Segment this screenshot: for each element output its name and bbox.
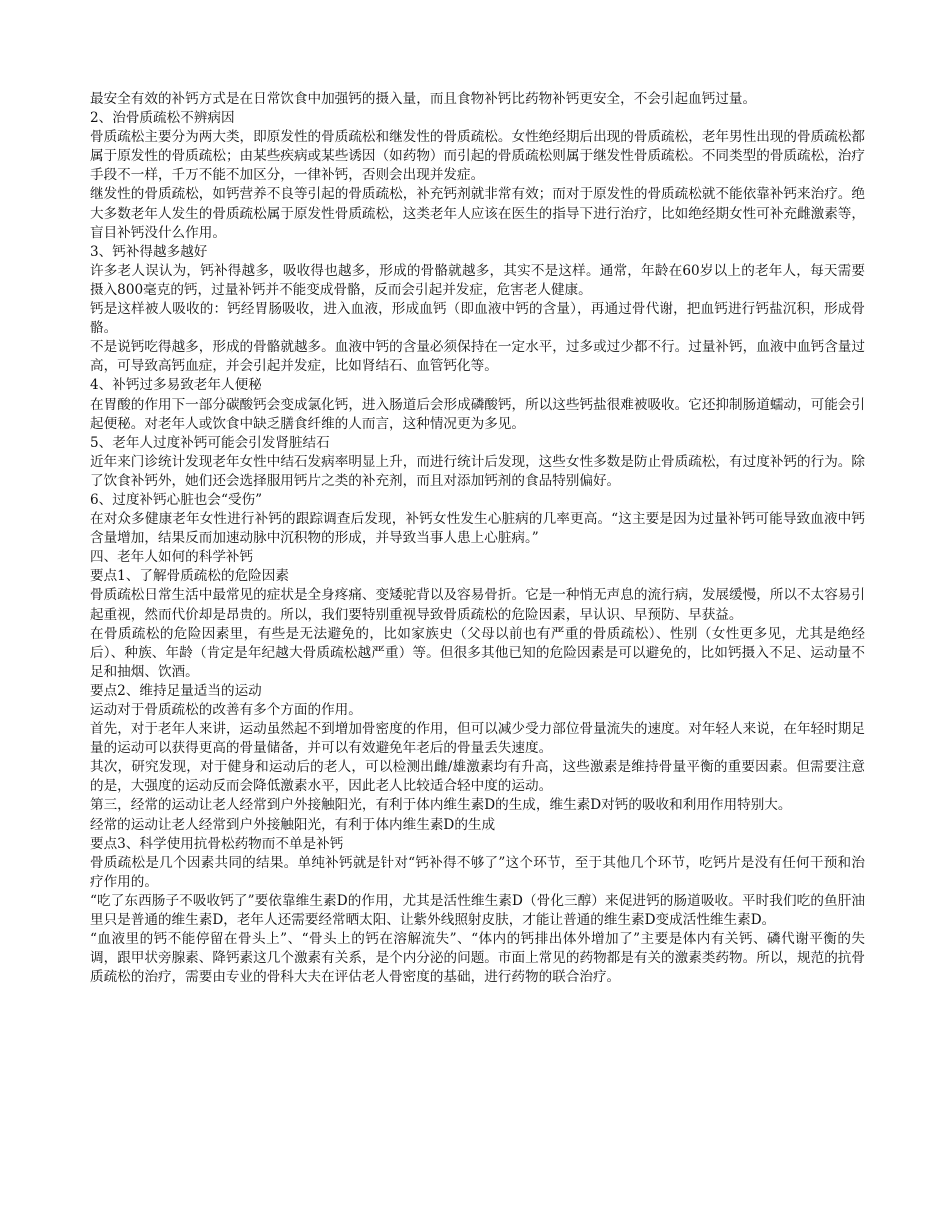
section-heading: 要点1、了解骨质疏松的危险因素 [90, 568, 289, 585]
chapter-heading: 四、老年人如何的科学补钙 [90, 549, 254, 566]
section-heading: 3、钙补得越多越好 [90, 243, 208, 260]
body-paragraph: 继发性的骨质疏松，如钙营养不良等引起的骨质疏松，补充钙剂就非常有效；而对于原发性的骨质疏松就不能依靠补钙来治疗。绝大多数老年人发生的骨质疏松属于原发性骨质疏松，这类老年人应该在医生的指导下进行治疗，比如绝经期女性可补充雌激素等，盲目补钙没什么作用。 [90, 186, 865, 241]
body-paragraph: 骨质疏松主要分为两大类，即原发性的骨质疏松和继发性的骨质疏松。女性绝经期后出现的骨质疏松，老年男性出现的骨质疏松都属于原发性的骨质疏松；由某些疾病或某些诱因（如药物）而引起的骨质疏松则属于继发性骨质疏松。不同类型的骨质疏松，治疗手段不一样，千万不能不加区分，一律补钙，否则会出现并发症。 [90, 129, 865, 184]
body-paragraph: 骨质疏松是几个因素共同的结果。单纯补钙就是针对“钙补得不够了”这个环节，至于其他几个环节，吃钙片是没有任何干预和治疗作用的。 [90, 854, 865, 890]
body-paragraph: 钙是这样被人吸收的：钙经胃肠吸收，进入血液，形成血钙（即血液中钙的含量），再通过骨代谢，把血钙进行钙盐沉积，形成骨骼。 [90, 301, 865, 337]
body-paragraph: 其次，研究发现，对于健身和运动后的老人，可以检测出雌/雄激素均有升高，这些激素是维持骨量平衡的重要因素。但需要注意的是，大强度的运动反而会降低激素水平，因此老人比较适合轻中度的运动。 [90, 759, 865, 795]
body-paragraph: 不是说钙吃得越多，形成的骨骼就越多。血液中钙的含量必须保持在一定水平，过多或过少都不行。过量补钙，血液中血钙含量过高，可导致高钙血症，并会引起并发症，比如肾结石、血管钙化等。 [90, 339, 865, 375]
body-paragraph: “血液里的钙不能停留在骨头上”、“骨头上的钙在溶解流失”、“体内的钙排出体外增加了”主要是体内有关钙、磷代谢平衡的失调，跟甲状旁腺素、降钙素这几个激素有关系，是个内分泌的问题。市面上常见的药物都是有关的激素类药物。所以，规范的抗骨质疏松的治疗，需要由专业的骨科大夫在评估老人骨密度的基础，进行药物的联合治疗。 [90, 931, 865, 986]
body-paragraph: 许多老人误认为，钙补得越多，吸收得也越多，形成的骨骼就越多，其实不是这样。通常，年龄在60岁以上的老年人，每天需要摄入800毫克的钙，过量补钙并不能变成骨骼，反而会引起并发症，危害老人健康。 [90, 262, 865, 298]
section-heading: 要点3、科学使用抗骨松药物而不单是补钙 [90, 835, 344, 852]
body-paragraph: 在胃酸的作用下一部分碳酸钙会变成氯化钙，进入肠道后会形成磷酸钙，所以这些钙盐很难被吸收。它还抑制肠道蠕动，可能会引起便秘。对老年人或饮食中缺乏膳食纤维的人而言，这种情况更为多见。 [90, 396, 865, 432]
section-heading: 2、治骨质疏松不辨病因 [90, 110, 235, 127]
body-paragraph: 近年来门诊统计发现老年女性中结石发病率明显上升，而进行统计后发现，这些女性多数是防止骨质疏松，有过度补钙的行为。除了饮食补钙外，她们还会选择服用钙片之类的补充剂，而且对添加钙剂的食品特别偏好。 [90, 453, 865, 489]
section-heading: 4、补钙过多易致老年人便秘 [90, 377, 262, 394]
body-paragraph: 运动对于骨质疏松的改善有多个方面的作用。 [90, 702, 362, 718]
section-heading: 5、老年人过度补钙可能会引发肾脏结石 [90, 434, 330, 451]
section-heading: 要点2、维持足量适当的运动 [90, 682, 262, 699]
image-caption: 经常的运动让老人经常到户外接触阳光，有利于体内维生素D的生成 [90, 816, 496, 833]
document-page [90, 90, 865, 987]
body-paragraph: 骨质疏松日常生活中最常见的症状是全身疼痛、变矮驼背以及容易骨折。它是一种悄无声息的流行病，发展缓慢，所以不太容易引起重视，然而代价却是昂贵的。所以，我们要特别重视导致骨质疏松的危险因素，早认识、早预防、早获益。 [90, 587, 865, 623]
section-heading: 6、过度补钙心脏也会“受伤” [90, 491, 263, 508]
body-paragraph: 第三，经常的运动让老人经常到户外接触阳光，有利于体内维生素D的生成，维生素D对钙的吸收和利用作用特别大。 [90, 797, 792, 814]
body-paragraph: 在骨质疏松的危险因素里，有些是无法避免的，比如家族史（父母以前也有严重的骨质疏松）、性别（女性更多见，尤其是绝经后）、种族、年龄（肯定是年纪越大骨质疏松越严重）等。但很多其他已知的危险因素是可以避免的，比如钙摄入不足、运动量不足和抽烟、饮酒。 [90, 625, 865, 680]
body-paragraph: “吃了东西肠子不吸收钙了”要依靠维生素D的作用，尤其是活性维生素D（骨化三醇）来促进钙的肠道吸收。平时我们吃的鱼肝油里只是普通的维生素D，老年人还需要经常晒太阳、让紫外线照射皮肤，才能让普通的维生素D变成活性维生素D。 [90, 892, 865, 929]
body-paragraph: 最安全有效的补钙方式是在日常饮食中加强钙的摄入量，而且食物补钙比药物补钙更安全，不会引起血钙过量。 [90, 91, 757, 107]
body-paragraph: 在对众多健康老年女性进行补钙的跟踪调查后发现，补钙女性发生心脏病的几率更高。“这主要是因为过量补钙可能导致血液中钙含量增加，结果反而加速动脉中沉积物的形成，并导致当事人患上心脏病。” [90, 511, 865, 547]
body-paragraph: 首先，对于老年人来讲，运动虽然起不到增加骨密度的作用，但可以减少受力部位骨量流失的速度。对年轻人来说，在年轻时期足量的运动可以获得更高的骨量储备，并可以有效避免年老后的骨量丢失速度。 [90, 721, 865, 757]
